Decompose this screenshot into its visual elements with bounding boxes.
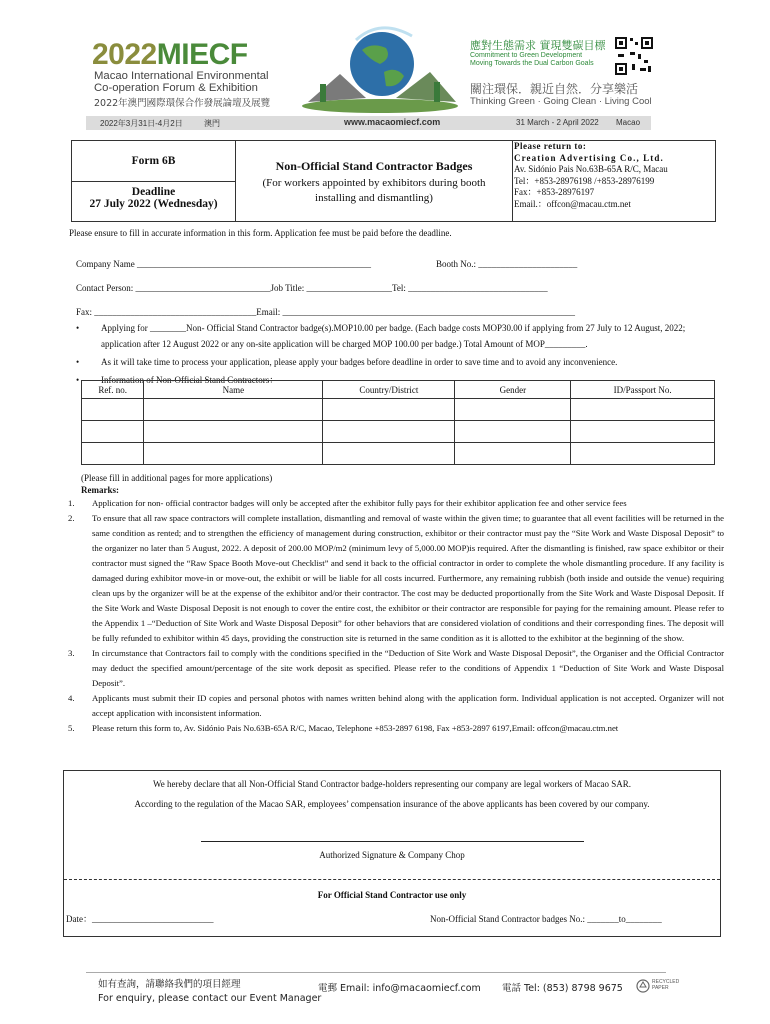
table-cell[interactable] <box>144 443 323 465</box>
form-subtitle: (For workers appointed by exhibitors during booth installing and dismantling) <box>262 177 486 204</box>
contact-person-field[interactable]: Contact Person: ______________________________Job Title: ___________________Tel: _______________________________ <box>76 283 548 293</box>
company-name-field[interactable]: Company Name ____________________________________________________ <box>76 259 371 269</box>
declaration-line-1: We hereby declare that all Non-Official Stand Contractor badge-holders representing our company are legal workers of Macao SAR. <box>153 779 631 789</box>
footer-email[interactable]: 電郵 Email: info@macaomiecf.com <box>318 983 481 994</box>
declaration-line-2: According to the regulation of the Macao SAR, employees’ compensation insurance of the above applicants has been covered by our company. <box>134 799 650 809</box>
return-to-label: Please return to: <box>514 141 587 151</box>
recycled-paper-text: RECYCLED PAPER <box>652 979 680 991</box>
table-header: Name <box>144 381 323 399</box>
form-title-cell <box>236 141 513 221</box>
date-field[interactable]: Date：___________________________ <box>66 914 214 924</box>
table-cell[interactable] <box>144 421 323 443</box>
globe-illustration-icon <box>300 14 460 114</box>
intro-text: Please ensure to fill in accurate information in this form. Application fee must be paid before the deadline. <box>69 228 452 238</box>
event-date-en: 31 March - 2 April 2022 <box>516 118 599 127</box>
deadline-date: 27 July 2022 (Wednesday) <box>89 198 218 210</box>
table-row <box>82 399 715 421</box>
return-address-cell <box>514 141 714 221</box>
table-note: (Please fill in additional pages for more applications) <box>81 473 273 483</box>
table-cell[interactable] <box>82 399 144 421</box>
event-website[interactable]: www.macaomiecf.com <box>344 117 441 127</box>
table-cell[interactable] <box>455 399 571 421</box>
remark-item: 2. To ensure that all raw space contractors will complete installation, dismantling and removal of waste within the given time; to guarantee that all event facilities will be returned in the same condition as rented; and to strengthen the efficiency of management during construction, exhibitor or their contractor must pay the “Site Work and Waste Disposal Deposit” to the organizer no later than 5 August, 2022. A deposit of 200.00 MOP/m2 (minimum levy of 5,000.00 MOP)is required. After the dismantling is finished, raw space exhibitor or their contractor must signed the “Raw Space Booth Move-out Checklist” and send it back to the official contractor in order to complete the whole dismantling procedure. If any facility is damaged during exhibitor move-in or move-out, the exhibit or will be liable for all costs incurred. Furthermore, any remaining rubbish (both inside and outside the venue) requiring clean ups by the organizer will be at the expense of the exhibitor and/or their contractor. The cost may be deducted proportionally from the Site Work and Waste Disposal Deposit. If the Site Work and Waste Disposal Deposit is not enough to cover the entire cost, the exhibitor or their contractor are responsible for paying for the remaining amount. Please refer to the Appendix 1 –“Deduction of Site Work and Waste Disposal Deposit” for other behaviors that are considered violation of conditions and their corresponding fines. The deposit will be fully refunded to exhibitor within 45 days, providing the construction site is returned in the same condition as it is allotted to the exhibitor at the beginning of the show. <box>68 513 724 643</box>
contractor-email: Email.：offcon@macau.ctm.net <box>514 198 631 209</box>
qr-code-icon <box>614 36 654 76</box>
bullet-item: • Information of Non-Official Stand Contractors： <box>76 375 279 385</box>
contractor-fax: Fax：+853-28976197 <box>514 187 595 198</box>
page-header <box>0 0 770 128</box>
remark-item: 5. Please return this form to, Av. Sidónio Pais No.63B-65A R/C, Macao, Telephone +853-2897 6198, Fax +853-2897 6197,Email: offcon@macau.ctm.net <box>68 723 619 733</box>
table-cell[interactable] <box>144 399 323 421</box>
form-number: Form 6B <box>131 155 176 167</box>
recycle-icon <box>636 979 650 993</box>
bullet-item: • Applying for ________Non- Official Stand Contractor badge(s).MOP10.00 per badge. (Each badge costs MOP30.00 if applying from 27 July to 12 August, 2022; application after 12 August 2022 or any on-site application will be charged MOP 100.00 per badge.) Total Amount of MOP_________. <box>76 323 686 349</box>
table-cell[interactable] <box>455 443 571 465</box>
table-cell[interactable] <box>323 421 455 443</box>
slogan-english: Commitment to Green Development Moving Towards the Dual Carbon Goals <box>470 52 594 67</box>
table-header: Ref. no. <box>82 381 144 399</box>
theme-english: Thinking Green · Going Clean · Living Cool <box>470 96 652 107</box>
contractor-company: Creation Advertising Co., Ltd. <box>514 152 664 163</box>
deadline-cell <box>72 182 236 221</box>
table-header: Gender <box>455 381 571 399</box>
table-cell[interactable] <box>571 443 715 465</box>
table-cell[interactable] <box>82 443 144 465</box>
fax-email-field[interactable]: Fax: ____________________________________Email: _________________________________________________________________ <box>76 307 575 317</box>
table-cell[interactable] <box>571 421 715 443</box>
contractor-address: Av. Sidónio Pais No.63B-65A R/C, Macau <box>514 164 668 175</box>
logo-subtitle: Macao International Environmental Co-operation Forum & Exhibition <box>94 70 269 94</box>
table-cell[interactable] <box>323 399 455 421</box>
table-cell[interactable] <box>571 399 715 421</box>
event-date-cn: 2022年3月31日-4月2日 <box>100 119 183 128</box>
footer-enquiry <box>98 978 321 1006</box>
deadline-label: Deadline <box>131 186 176 198</box>
footer-tel: 電話 Tel: (853) 8798 9675 <box>502 983 623 994</box>
slogan-chinese: 應對生態需求 實現雙碳目標 <box>470 39 606 52</box>
table-row <box>82 421 715 443</box>
logo-wordmark: 2022MIECF <box>92 38 248 71</box>
contractor-tel: Tel：+853-28976198 /+853-28976199 <box>514 175 655 186</box>
contractor-info-table <box>81 380 715 465</box>
form-header-table <box>71 140 716 222</box>
bullet-list <box>76 320 722 388</box>
signature-label: Authorized Signature & Company Chop <box>319 850 465 860</box>
remark-item: 1. Application for non- official contractor badges will only be accepted after the exhibitor fully pays for their exhibitor application fee and other service fees <box>68 498 627 508</box>
table-header: ID/Passport No. <box>571 381 715 399</box>
table-cell[interactable] <box>82 421 144 443</box>
remark-item: 3. In circumstance that Contractors fail to comply with the conditions specified in the “Deduction of Site Work and Waste Disposal Deposit”, the Organiser and the Official Contractor may deduct the specified amount/percentage of the site work deposit as specified. Please refer to the conditions of Appendix 1 “Deduction of Site Work and Waste Disposal Deposit”. <box>68 648 724 688</box>
table-cell[interactable] <box>455 421 571 443</box>
table-header-row <box>82 381 715 399</box>
remarks-list <box>58 496 724 736</box>
footer-enquiry-en: For enquiry, please contact our Event Manager <box>98 993 322 1004</box>
cut-line <box>64 879 720 880</box>
table-header: Country/District <box>323 381 455 399</box>
footer-enquiry-cn: 如有查詢，請聯絡我們的項目經理 <box>98 979 241 990</box>
theme-chinese: 關注環保．親近自然．分享樂活 <box>470 82 639 96</box>
logo-chinese-title: 2022年澳門國際環保合作發展論壇及展覽 <box>94 98 271 109</box>
badges-no-field[interactable]: Non-Official Stand Contractor badges No.: _______to________ <box>430 914 662 924</box>
official-use-label: For Official Stand Contractor use only <box>317 890 467 900</box>
table-cell[interactable] <box>323 443 455 465</box>
event-info-bar <box>86 116 651 130</box>
declaration-box <box>63 770 721 937</box>
signature-line[interactable] <box>201 841 584 842</box>
remark-item: 4. Applicants must submit their ID copies and personal photos with names written behind along with the application form. Individual application is not accepted. Organizer will not accept application with inconsistent information. <box>68 693 724 718</box>
recycled-paper-badge <box>636 975 680 999</box>
table-row <box>82 443 715 465</box>
event-city-cn: 澳門 <box>204 119 220 128</box>
form-title: Non-Official Stand Contractor Badges <box>275 159 473 173</box>
remarks-label: Remarks: <box>81 485 119 495</box>
footer-divider <box>86 972 666 973</box>
event-city-en: Macao <box>616 118 641 127</box>
booth-no-field[interactable]: Booth No.: ______________________ <box>436 259 578 269</box>
form-number-cell <box>72 141 236 182</box>
bullet-item: • As it will take time to process your application, please apply your badges before deadline in order to save time and to avoid any inconvenience. <box>76 357 618 367</box>
